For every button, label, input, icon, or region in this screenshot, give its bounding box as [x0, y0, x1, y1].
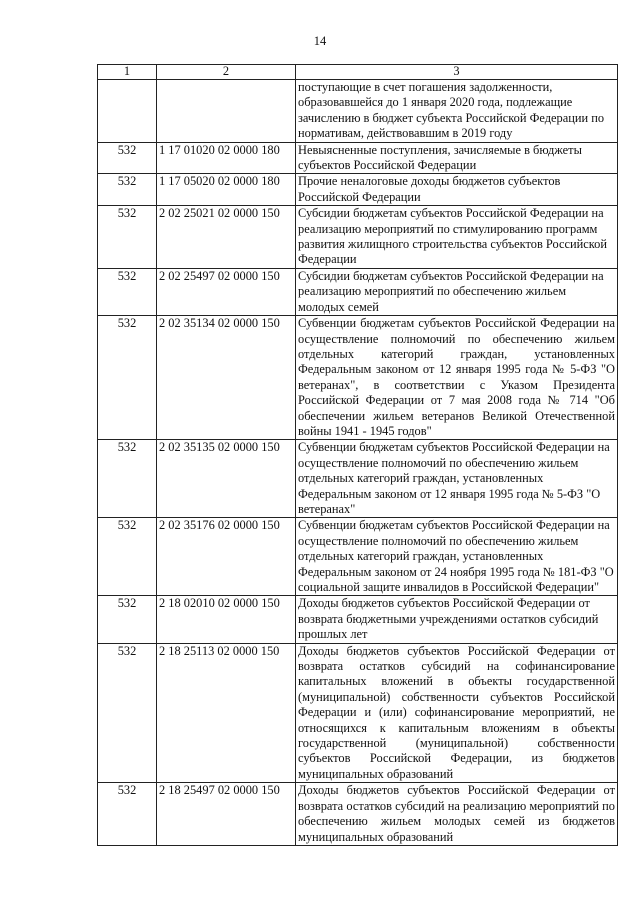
kbk-code-cell: [157, 80, 296, 143]
admin-code-cell: 532: [98, 440, 157, 518]
kbk-code-cell: 2 18 02010 02 0000 150: [157, 596, 296, 643]
kbk-code-cell: 2 02 35135 02 0000 150: [157, 440, 296, 518]
header-col-2: 2: [157, 65, 296, 80]
revenue-description-cell: Доходы бюджетов субъектов Российской Федерации от возврата бюджетными учреждениями остатков субсидий прошлых лет: [296, 596, 618, 643]
header-col-3: 3: [296, 65, 618, 80]
admin-code-cell: [98, 80, 157, 143]
table-row: [98, 440, 618, 518]
kbk-code-cell: 2 02 35134 02 0000 150: [157, 316, 296, 440]
table-row: [98, 142, 618, 174]
budget-revenue-table: [97, 64, 618, 846]
admin-code-cell: 532: [98, 174, 157, 206]
admin-code-cell: 532: [98, 518, 157, 596]
kbk-code-cell: 2 02 25497 02 0000 150: [157, 268, 296, 315]
admin-code-cell: 532: [98, 596, 157, 643]
admin-code-cell: 532: [98, 268, 157, 315]
kbk-code-cell: 2 18 25497 02 0000 150: [157, 783, 296, 846]
revenue-description-cell: Субвенции бюджетам субъектов Российской Федерации на осуществление полномочий по обеспечению жильем отдельных категорий граждан, установленных Федеральным законом от 12 января 1995 года № 5-ФЗ "О ветеранах", в соответствии с Указом Президента Российской Федерации от 7 мая 2008 года № 714 "Об обеспечении жильем ветеранов Великой Отечественной войны 1941 - 1945 годов": [296, 316, 618, 440]
admin-code-cell: 532: [98, 206, 157, 269]
table-row: [98, 268, 618, 315]
revenue-description-cell: Субвенции бюджетам субъектов Российской Федерации на осуществление полномочий по обеспечению жильем отдельных категорий граждан, установленных Федеральным законом от 24 ноября 1995 года № 181-ФЗ "О социальной защите инвалидов в Российской Федерации": [296, 518, 618, 596]
header-col-1: 1: [98, 65, 157, 80]
revenue-description-cell: Субсидии бюджетам субъектов Российской Федерации на реализацию мероприятий по стимулированию программ развития жилищного строительства субъектов Российской Федерации: [296, 206, 618, 269]
revenue-description-cell: Субсидии бюджетам субъектов Российской Федерации на реализацию мероприятий по обеспечению жильем молодых семей: [296, 268, 618, 315]
kbk-code-cell: 1 17 01020 02 0000 180: [157, 142, 296, 174]
admin-code-cell: 532: [98, 142, 157, 174]
kbk-code-cell: 1 17 05020 02 0000 180: [157, 174, 296, 206]
revenue-description-cell: Прочие неналоговые доходы бюджетов субъектов Российской Федерации: [296, 174, 618, 206]
kbk-code-cell: 2 02 25021 02 0000 150: [157, 206, 296, 269]
table-row: [98, 518, 618, 596]
admin-code-cell: 532: [98, 316, 157, 440]
kbk-code-cell: 2 18 25113 02 0000 150: [157, 643, 296, 783]
admin-code-cell: 532: [98, 643, 157, 783]
admin-code-cell: 532: [98, 783, 157, 846]
table-row: [98, 174, 618, 206]
table-row: [98, 316, 618, 440]
table-header-row: [98, 65, 618, 80]
revenue-description-cell: Невыясненные поступления, зачисляемые в бюджеты субъектов Российской Федерации: [296, 142, 618, 174]
page-number: 14: [313, 34, 327, 48]
table-row: [98, 643, 618, 783]
table-row: [98, 80, 618, 143]
revenue-description-cell: Доходы бюджетов субъектов Российской Федерации от возврата остатков субсидий на реализацию мероприятий по обеспечению жильем молодых семей из бюджетов муниципальных образований: [296, 783, 618, 846]
revenue-description-cell: Субвенции бюджетам субъектов Российской Федерации на осуществление полномочий по обеспечению жильем отдельных категорий граждан, установленных Федеральным законом от 12 января 1995 года № 5-ФЗ "О ветеранах": [296, 440, 618, 518]
table-row: [98, 206, 618, 269]
table-row: [98, 783, 618, 846]
kbk-code-cell: 2 02 35176 02 0000 150: [157, 518, 296, 596]
table-row: [98, 596, 618, 643]
revenue-description-cell: поступающие в счет погашения задолженности, образовавшейся до 1 января 2020 года, подлежащие зачислению в бюджет субъекта Российской Федерации по нормативам, действовавшим в 2019 году: [296, 80, 618, 143]
revenue-description-cell: Доходы бюджетов субъектов Российской Федерации от возврата остатков субсидий на софинансирование капитальных вложений в объекты государственной (муниципальной) собственности субъектов Российской Федерации и (или) софинансирование мероприятий, не относящихся к капитальным вложениям в объекты государственной (муниципальной) собственности субъектов Российской Федерации, из бюджетов муниципальных образований: [296, 643, 618, 783]
